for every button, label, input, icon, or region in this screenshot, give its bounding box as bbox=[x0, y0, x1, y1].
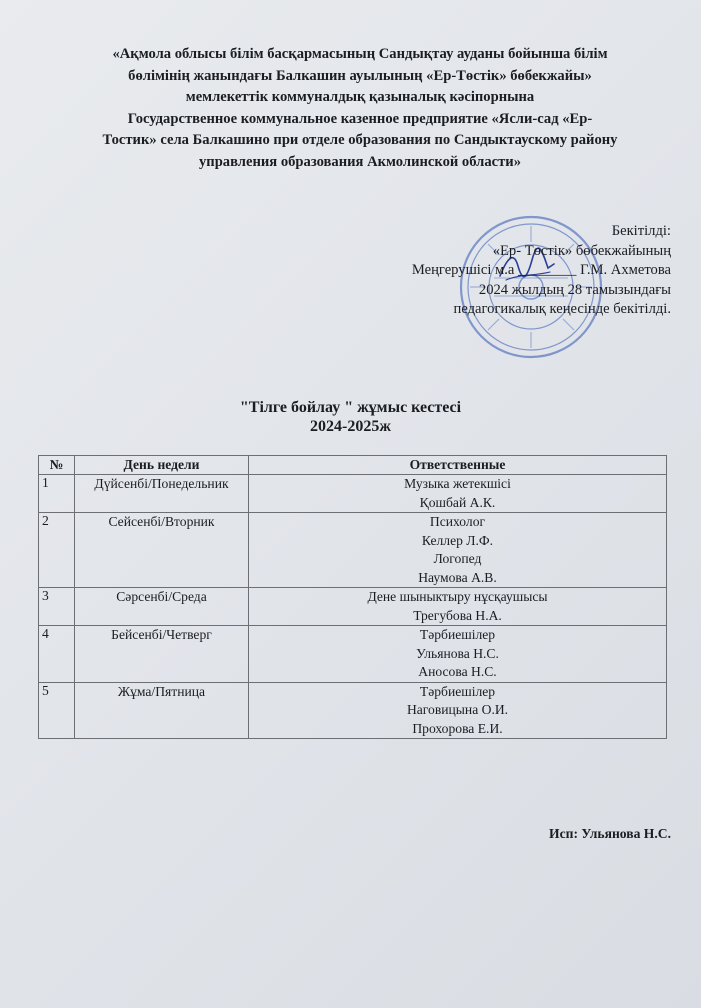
row-num: 1 bbox=[39, 475, 75, 513]
responsible-line: Прохорова Е.И. bbox=[412, 720, 503, 736]
responsible-line: Наговицына О.И. bbox=[406, 702, 509, 717]
table-row bbox=[39, 513, 667, 588]
header-responsible: Ответственные bbox=[249, 456, 667, 475]
row-num: 5 bbox=[39, 682, 75, 739]
row-responsible bbox=[249, 626, 667, 683]
organization-header bbox=[40, 44, 680, 173]
document-title bbox=[0, 398, 701, 436]
row-day: Сейсенбі/Вторник bbox=[75, 513, 249, 588]
row-num: 3 bbox=[39, 588, 75, 626]
title-line-2: 2024-2025ж bbox=[310, 418, 391, 435]
row-responsible bbox=[249, 588, 667, 626]
approval-line-5: педагогикалық кеңесінде бекітілді. bbox=[453, 301, 671, 317]
responsible-line: Келлер Л.Ф. bbox=[421, 532, 494, 548]
row-num: 2 bbox=[39, 513, 75, 588]
approval-block bbox=[351, 222, 671, 320]
header-kk-line-2: бөлімінің жанындағы Балкашин ауылының «Ер-Төстік» бөбекжайы» bbox=[128, 67, 592, 84]
row-day: Сәрсенбі/Среда bbox=[75, 588, 249, 626]
approval-line-1: Бекітілді: bbox=[611, 223, 671, 239]
approval-line-2: «Ер- Төстік» бөбекжайының bbox=[492, 242, 671, 259]
row-day: Бейсенбі/Четверг bbox=[75, 626, 249, 683]
table-row bbox=[39, 588, 667, 626]
responsible-line: Музыка жетекшісі bbox=[404, 476, 511, 491]
header-kk-line-3: мемлекеттік коммуналдық қазыналық кәсіпорнына bbox=[185, 89, 535, 105]
header-ru-line-1: Государственное коммунальное казенное предприятие «Ясли-сад «Ер- bbox=[127, 110, 593, 127]
header-ru-line-2: Тостик» села Балкашино при отделе образования по Сандыктаускому району bbox=[102, 132, 618, 148]
responsible-line: Трегубова Н.А. bbox=[413, 607, 502, 623]
responsible-line: Қошбай А.К. bbox=[419, 494, 496, 510]
responsible-line: Тәрбиешілер bbox=[419, 683, 496, 699]
row-num: 4 bbox=[39, 626, 75, 683]
header-day: День недели bbox=[75, 456, 249, 475]
table-header-row bbox=[39, 456, 667, 475]
table-row bbox=[39, 475, 667, 513]
table-row bbox=[39, 682, 667, 739]
row-responsible bbox=[249, 682, 667, 739]
header-ru-line-3: управления образования Акмолинской области» bbox=[198, 153, 521, 170]
responsible-line: Психолог bbox=[429, 514, 486, 529]
header-kk-line-1: «Ақмола облысы білім басқармасының Сандықтау ауданы бойынша білім bbox=[112, 46, 608, 62]
row-day: Жұма/Пятница bbox=[75, 682, 249, 739]
header-num: № bbox=[39, 456, 75, 475]
row-day: Дүйсенбі/Понедельник bbox=[75, 475, 249, 513]
table-row bbox=[39, 626, 667, 683]
responsible-line: Дене шыныктыру нұсқаушысы bbox=[367, 589, 548, 604]
responsible-line: Логопед bbox=[433, 551, 482, 566]
responsible-line: Аносова Н.С. bbox=[418, 664, 497, 679]
responsible-line: Ульянова Н.С. bbox=[416, 645, 499, 661]
row-responsible bbox=[249, 475, 667, 513]
schedule-table bbox=[38, 455, 667, 739]
responsible-line: Наумова А.В. bbox=[418, 569, 497, 585]
row-responsible bbox=[249, 513, 667, 588]
executor-note: Исп: Ульянова Н.С. bbox=[549, 826, 671, 841]
responsible-line: Тәрбиешілер bbox=[419, 627, 496, 642]
approval-line-4: 2024 жылдың 28 тамызындағы bbox=[478, 281, 671, 298]
title-line-1: "Тілге бойлау " жұмыс кестесі bbox=[239, 399, 462, 416]
approval-line-3: Меңгерушісі м.а ________ Г.М. Ахметова bbox=[411, 262, 671, 278]
